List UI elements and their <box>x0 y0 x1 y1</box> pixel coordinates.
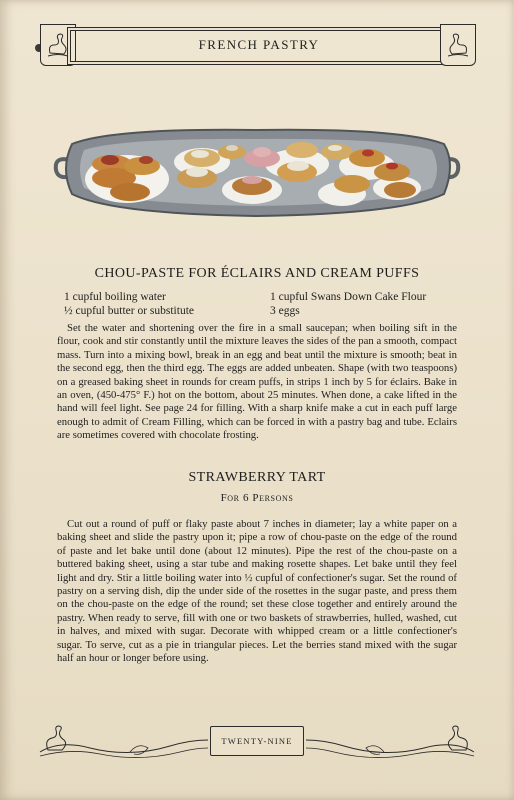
recipe-title-strawberry-tart: STRAWBERRY TART <box>188 470 326 485</box>
swan-emblem-right <box>440 24 476 66</box>
ingredient-butter: ½ cupful butter or substitute <box>64 305 194 317</box>
recipe-body-chou-paste: Set the water and shortening over the fire in a small saucepan; when boiling sift in the flour, cook and stir constantly until the mixture leaves the sides of the pan a smooth, compact mass. Turn into a mixing bowl, break in an egg and beat until the mixture is smooth; beat in the second egg, then the third egg. The eggs are added unbeaten. Shape (with two teaspoons) on a greased baking sheet in rounds for cream puffs, in strips 1 inch by 5 for éclairs. Bake in an oven, (450-475° F.) hot on the bottom, about 25 minutes. When done, a cake lifted in the hand will feel light. See page 24 for filling. With a sharp knife make a cut in each puff large enough to admit of Cream Filling, which can be forced in with a pastry bag and tube. Eclairs are sometimes covered with chocolate frosting. <box>57 322 457 442</box>
page-number: TWENTY-NINE <box>210 726 304 756</box>
recipe-title-chou-paste: CHOU-PASTE FOR ÉCLAIRS AND CREAM PUFFS <box>94 266 420 281</box>
recipe-body-strawberry-tart: Cut out a round of puff or flaky paste about 7 inches in diameter; lay a white paper on a baking sheet and slide the pastry upon it; pipe a row of chou-paste on the edge of the round of paste and let bake until done (about 12 minutes). Pipe the rest of the chou-paste on a buttered baking sheet, using a star tube and making rosette shapes. Let bake until they feel light and dry. Stir a little boiling water into ½ cupful of confectioner's sugar. Set the round of pastry on a serving dish, dip the under side of the rosettes in the sugar paste, and press them on the chou-paste on the edge of the round; set these close together and entirely around the pastry. When ready to serve, fill with one or two baskets of strawberries, hulled, washed, cut in halves, and mixed with sugar. Decorate with whipped cream or a little confectioner's sugar. To serve, cut as a pie in triangular pieces. Let the berries stand mixed with the sugar half an hour or longer before using. <box>57 518 457 665</box>
recipe-servings: For 6 Persons <box>220 492 294 504</box>
page-header <box>40 24 476 68</box>
page-footer <box>30 718 484 770</box>
ingredient-flour: 1 cupful Swans Down Cake Flour <box>270 291 427 303</box>
page-title: FRENCH PASTRY <box>198 37 320 52</box>
ingredient-eggs: 3 eggs <box>270 305 300 317</box>
ingredient-water: 1 cupful boiling water <box>64 291 166 303</box>
pastry-tray-illustration <box>52 114 462 230</box>
swan-icon <box>44 29 72 61</box>
swan-icon <box>444 29 472 61</box>
